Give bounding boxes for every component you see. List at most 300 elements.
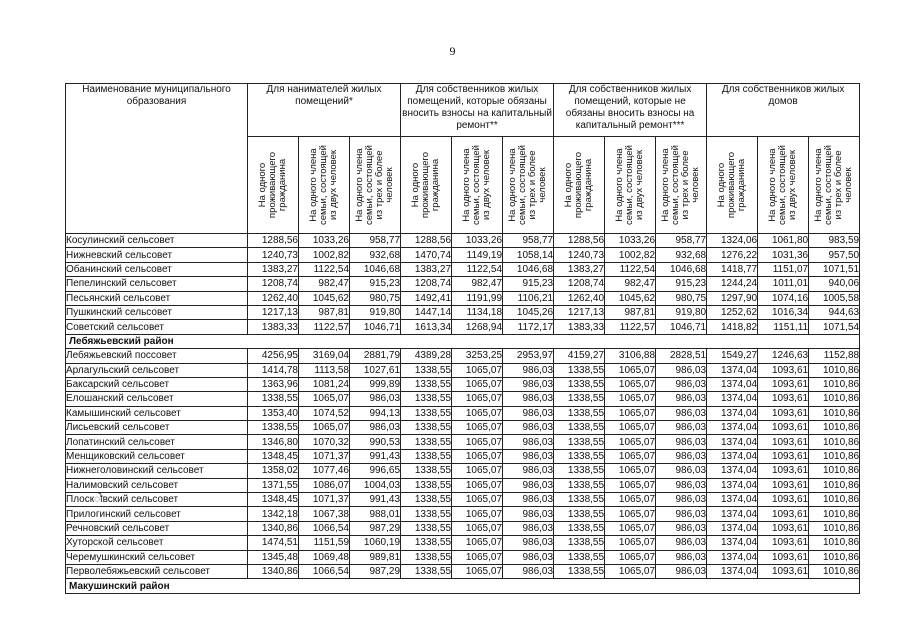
value-cell: 1338,55 [554, 406, 605, 420]
value-cell: 1374,04 [707, 435, 758, 449]
value-cell: 1172,17 [503, 320, 554, 334]
value-cell: 1065,07 [452, 521, 503, 535]
value-cell: 1338,55 [554, 536, 605, 550]
municipality-name: Менщиковский сельсовет [66, 449, 248, 463]
value-cell: 1276,22 [707, 248, 758, 262]
subcolumn-header [452, 137, 503, 234]
value-cell: 1374,04 [707, 493, 758, 507]
value-cell: 1061,80 [758, 234, 809, 248]
value-cell: 986,03 [656, 363, 707, 377]
value-cell: 986,03 [656, 421, 707, 435]
value-cell: 1338,55 [554, 449, 605, 463]
value-cell: 1065,07 [605, 478, 656, 492]
municipality-name: Косулинский сельсовет [66, 234, 248, 248]
subcolumn-header-label: На одного проживающего гражданина [563, 151, 595, 219]
table-row [66, 248, 860, 262]
subcolumn-header-label: На одного члена семьи, состоящей из трех и более человек [354, 145, 396, 225]
value-cell: 986,03 [656, 406, 707, 420]
tariff-table [65, 83, 860, 594]
value-cell: 1374,04 [707, 550, 758, 564]
value-cell: 982,47 [605, 277, 656, 291]
value-cell: 1093,61 [758, 478, 809, 492]
value-cell: 1151,11 [758, 320, 809, 334]
value-cell: 1071,37 [299, 493, 350, 507]
value-cell: 1342,18 [248, 507, 299, 521]
value-cell: 986,03 [503, 493, 554, 507]
municipality-name: Лебяжьевский поссовет [66, 349, 248, 363]
table-row [66, 406, 860, 420]
subcolumn-header [350, 137, 401, 234]
table-row [66, 550, 860, 564]
subcolumn-header-label: На одного члена семьи, состоящей из двух человек [614, 145, 646, 225]
value-cell: 986,03 [656, 550, 707, 564]
value-cell: 986,03 [656, 564, 707, 578]
value-cell: 2953,97 [503, 349, 554, 363]
value-cell: 1338,55 [401, 464, 452, 478]
value-cell: 932,68 [350, 248, 401, 262]
value-cell: 1071,51 [809, 262, 860, 276]
value-cell: 1613,34 [401, 320, 452, 334]
municipality-name: Налимовский сельсовет [66, 478, 248, 492]
value-cell: 986,03 [503, 478, 554, 492]
value-cell: 1113,58 [299, 363, 350, 377]
table-row [66, 377, 860, 391]
subcolumn-header-label: На одного члена семьи, состоящей из трех и более человек [507, 145, 549, 225]
value-cell: 1338,55 [401, 536, 452, 550]
value-cell: 987,81 [299, 305, 350, 319]
value-cell: 919,80 [350, 305, 401, 319]
value-cell: 1071,37 [299, 449, 350, 463]
value-cell: 1288,56 [554, 234, 605, 248]
subcolumn-header [299, 137, 350, 234]
district-name: Макушинский район [66, 579, 860, 593]
value-cell: 1374,04 [707, 421, 758, 435]
value-cell: 1093,61 [758, 464, 809, 478]
value-cell: 958,77 [350, 234, 401, 248]
value-cell: 1338,55 [554, 421, 605, 435]
value-cell: 944,63 [809, 305, 860, 319]
value-cell: 1338,55 [401, 507, 452, 521]
subcolumn-header [554, 137, 605, 234]
value-cell: 1374,04 [707, 406, 758, 420]
value-cell: 1338,55 [401, 521, 452, 535]
value-cell: 1074,52 [299, 406, 350, 420]
value-cell: 1077,46 [299, 464, 350, 478]
value-cell: 1065,07 [605, 536, 656, 550]
value-cell: 989,81 [350, 550, 401, 564]
value-cell: 1093,61 [758, 363, 809, 377]
value-cell: 1065,07 [452, 478, 503, 492]
value-cell: 1065,07 [605, 392, 656, 406]
value-cell: 1240,73 [554, 248, 605, 262]
value-cell: 1208,74 [248, 277, 299, 291]
value-cell: 1358,02 [248, 464, 299, 478]
municipality-name: Пушкинский сельсовет [66, 305, 248, 319]
subcolumn-header-label: На одного проживающего гражданина [257, 151, 288, 219]
value-cell: 1383,27 [554, 262, 605, 276]
subcolumn-header-label: На одного члена семьи, состоящей из трех и более человек [660, 145, 702, 225]
value-cell: 1093,61 [758, 377, 809, 391]
value-cell: 986,03 [503, 449, 554, 463]
value-cell: 1374,04 [707, 521, 758, 535]
value-cell: 1004,03 [350, 478, 401, 492]
value-cell: 986,03 [656, 377, 707, 391]
value-cell: 1010,86 [809, 421, 860, 435]
value-cell: 1065,07 [452, 377, 503, 391]
value-cell: 994,13 [350, 406, 401, 420]
value-cell: 915,23 [350, 277, 401, 291]
value-cell: 1208,74 [401, 277, 452, 291]
value-cell: 1338,55 [401, 406, 452, 420]
value-cell: 940,06 [809, 277, 860, 291]
value-cell: 958,77 [503, 234, 554, 248]
value-cell: 986,03 [503, 392, 554, 406]
value-cell: 915,23 [503, 277, 554, 291]
value-cell: 988,01 [350, 507, 401, 521]
value-cell: 3253,25 [452, 349, 503, 363]
value-cell: 1348,45 [248, 493, 299, 507]
value-cell: 1374,04 [707, 392, 758, 406]
value-cell: 991,43 [350, 493, 401, 507]
value-cell: 1474,51 [248, 536, 299, 550]
value-cell: 1338,55 [248, 392, 299, 406]
value-cell: 1244,24 [707, 277, 758, 291]
value-cell: 986,03 [503, 507, 554, 521]
value-cell: 1338,55 [554, 493, 605, 507]
value-cell: 1268,94 [452, 320, 503, 334]
value-cell: 1045,62 [605, 291, 656, 305]
table-row [66, 234, 860, 248]
value-cell: 932,68 [656, 248, 707, 262]
district-row [66, 579, 860, 593]
table-body [66, 234, 860, 594]
table-row [66, 478, 860, 492]
group-header-owners-without-repair-fee: Для собственников жилых помещений, которые не обязаны вносить взносы на капитальный ремонт*** [554, 84, 707, 137]
subcolumn-header [248, 137, 299, 234]
value-cell: 1288,56 [248, 234, 299, 248]
value-cell: 1093,61 [758, 507, 809, 521]
value-cell: 1067,38 [299, 507, 350, 521]
value-cell: 1065,07 [452, 536, 503, 550]
municipality-name: Камышинский сельсовет [66, 406, 248, 420]
value-cell: 1122,57 [605, 320, 656, 334]
value-cell: 1252,62 [707, 305, 758, 319]
value-cell: 1011,01 [758, 277, 809, 291]
value-cell: 1093,61 [758, 392, 809, 406]
value-cell: 986,03 [503, 464, 554, 478]
value-cell: 1065,07 [605, 435, 656, 449]
value-cell: 986,03 [503, 564, 554, 578]
subcolumn-header [758, 137, 809, 234]
value-cell: 1065,07 [605, 521, 656, 535]
value-cell: 986,03 [503, 521, 554, 535]
value-cell: 1060,19 [350, 536, 401, 550]
value-cell: 986,03 [656, 478, 707, 492]
municipality-name: Прилогинский сельсовет [66, 507, 248, 521]
value-cell: 958,77 [656, 234, 707, 248]
subcolumn-header-label: На одного члена семьи, состоящей из двух человек [308, 145, 339, 225]
value-cell: 1065,07 [605, 493, 656, 507]
district-row [66, 334, 860, 348]
value-cell: 1065,07 [452, 493, 503, 507]
value-cell: 986,03 [656, 464, 707, 478]
value-cell: 1065,07 [452, 421, 503, 435]
value-cell: 1093,61 [758, 521, 809, 535]
value-cell: 1348,45 [248, 449, 299, 463]
subcolumn-header [605, 137, 656, 234]
value-cell: 1065,07 [605, 406, 656, 420]
value-cell: 1122,54 [452, 262, 503, 276]
value-cell: 1383,33 [554, 320, 605, 334]
value-cell: 1383,33 [248, 320, 299, 334]
value-cell: 983,59 [809, 234, 860, 248]
value-cell: 1338,55 [554, 464, 605, 478]
value-cell: 1069,48 [299, 550, 350, 564]
value-cell: 1065,07 [452, 392, 503, 406]
value-cell: 1338,55 [554, 550, 605, 564]
value-cell: 1374,04 [707, 363, 758, 377]
value-cell: 957,50 [809, 248, 860, 262]
value-cell: 1208,74 [554, 277, 605, 291]
value-cell: 1338,55 [401, 377, 452, 391]
value-cell: 1065,07 [605, 464, 656, 478]
value-cell: 986,03 [656, 521, 707, 535]
value-cell: 1371,55 [248, 478, 299, 492]
table-row [66, 320, 860, 334]
value-cell: 1093,61 [758, 564, 809, 578]
value-cell: 1338,55 [401, 478, 452, 492]
value-cell: 986,03 [503, 435, 554, 449]
value-cell: 1338,55 [248, 421, 299, 435]
table-row [66, 291, 860, 305]
name-column-header: Наименование муниципального образования [66, 84, 248, 234]
value-cell: 1065,07 [452, 507, 503, 521]
value-cell: 1016,34 [758, 305, 809, 319]
value-cell: 1374,04 [707, 507, 758, 521]
value-cell: 986,03 [656, 435, 707, 449]
value-cell: 4256,95 [248, 349, 299, 363]
table-row [66, 507, 860, 521]
value-cell: 1492,41 [401, 291, 452, 305]
value-cell: 1338,55 [401, 550, 452, 564]
value-cell: 1340,86 [248, 564, 299, 578]
table-row [66, 536, 860, 550]
value-cell: 1010,86 [809, 493, 860, 507]
value-cell: 1338,55 [554, 507, 605, 521]
municipality-name: Елошанский сельсовет [66, 392, 248, 406]
value-cell: 1065,07 [299, 392, 350, 406]
municipality-name: Хуторской сельсовет [66, 536, 248, 550]
value-cell: 1338,55 [401, 363, 452, 377]
value-cell: 1093,61 [758, 493, 809, 507]
subcolumn-header-label: На одного члена семьи, состоящей из двух человек [461, 145, 493, 225]
value-cell: 1046,71 [350, 320, 401, 334]
group-header-house-owners: Для собственников жилых домов [707, 84, 860, 137]
page-number: 9 [449, 44, 456, 58]
value-cell: 1374,04 [707, 449, 758, 463]
value-cell: 991,43 [350, 449, 401, 463]
value-cell: 1470,74 [401, 248, 452, 262]
value-cell: 999,89 [350, 377, 401, 391]
value-cell: 1338,55 [401, 435, 452, 449]
value-cell: 3106,88 [605, 349, 656, 363]
value-cell: 1093,61 [758, 550, 809, 564]
value-cell: 986,03 [350, 392, 401, 406]
value-cell: 1010,86 [809, 464, 860, 478]
value-cell: 1338,55 [401, 421, 452, 435]
value-cell: 986,03 [656, 493, 707, 507]
value-cell: 1383,27 [401, 262, 452, 276]
value-cell: 1065,07 [605, 377, 656, 391]
subcolumn-header-label: На одного члена семьи, состоящей из двух человек [767, 145, 799, 225]
value-cell: 1065,07 [452, 406, 503, 420]
value-cell: 1086,07 [299, 478, 350, 492]
value-cell: 986,03 [503, 377, 554, 391]
subcolumn-header [656, 137, 707, 234]
municipality-name: Советский сельсовет [66, 320, 248, 334]
value-cell: 1374,04 [707, 536, 758, 550]
municipality-name: Нижнеголовинский сельсовет [66, 464, 248, 478]
value-cell: 1151,59 [299, 536, 350, 550]
value-cell: 1262,40 [248, 291, 299, 305]
value-cell: 1191,99 [452, 291, 503, 305]
value-cell: 1027,61 [350, 363, 401, 377]
value-cell: 986,03 [656, 507, 707, 521]
value-cell: 1010,86 [809, 377, 860, 391]
value-cell: 1338,55 [401, 493, 452, 507]
value-cell: 986,03 [503, 421, 554, 435]
value-cell: 3169,04 [299, 349, 350, 363]
table-row [66, 521, 860, 535]
value-cell: 990,53 [350, 435, 401, 449]
value-cell: 1338,55 [554, 521, 605, 535]
value-cell: 1065,07 [452, 550, 503, 564]
value-cell: 1374,04 [707, 464, 758, 478]
value-cell: 982,47 [299, 277, 350, 291]
municipality-name: Черемушкинский сельсовет [66, 550, 248, 564]
value-cell: 1340,86 [248, 521, 299, 535]
value-cell: 1065,07 [605, 550, 656, 564]
group-header-tenants: Для нанимателей жилых помещений* [248, 84, 401, 137]
value-cell: 1065,07 [605, 564, 656, 578]
value-cell: 1122,54 [299, 262, 350, 276]
value-cell: 1005,58 [809, 291, 860, 305]
value-cell: 1010,86 [809, 363, 860, 377]
value-cell: 987,81 [605, 305, 656, 319]
value-cell: 1324,06 [707, 234, 758, 248]
value-cell: 1288,56 [401, 234, 452, 248]
value-cell: 986,03 [656, 392, 707, 406]
subcolumn-header-label: На одного проживающего гражданина [716, 151, 748, 219]
value-cell: 1045,62 [299, 291, 350, 305]
value-cell: 1093,61 [758, 421, 809, 435]
value-cell: 1374,04 [707, 564, 758, 578]
value-cell: 1093,61 [758, 435, 809, 449]
value-cell: 2828,51 [656, 349, 707, 363]
value-cell: 986,03 [656, 449, 707, 463]
municipality-name: Арлагульский сельсовет [66, 363, 248, 377]
value-cell: 1033,26 [299, 234, 350, 248]
value-cell: 1065,07 [605, 449, 656, 463]
value-cell: 1065,07 [452, 363, 503, 377]
value-cell: 1071,54 [809, 320, 860, 334]
value-cell: 1070,32 [299, 435, 350, 449]
table-row [66, 435, 860, 449]
value-cell: 1002,82 [299, 248, 350, 262]
value-cell: 986,03 [503, 536, 554, 550]
value-cell: 1152,88 [809, 349, 860, 363]
value-cell: 1065,07 [452, 564, 503, 578]
value-cell: 1338,55 [401, 564, 452, 578]
value-cell: 1065,07 [605, 507, 656, 521]
value-cell: 1447,14 [401, 305, 452, 319]
value-cell: 1010,86 [809, 550, 860, 564]
subcolumn-header-label: На одного проживающего гражданина [410, 151, 442, 219]
value-cell: 982,47 [452, 277, 503, 291]
value-cell: 986,03 [503, 406, 554, 420]
value-cell: 986,03 [503, 363, 554, 377]
value-cell: 1046,71 [656, 320, 707, 334]
value-cell: 1031,36 [758, 248, 809, 262]
value-cell: 1066,54 [299, 564, 350, 578]
value-cell: 1246,63 [758, 349, 809, 363]
value-cell: 1122,54 [605, 262, 656, 276]
value-cell: 1065,07 [452, 435, 503, 449]
table-row [66, 493, 860, 507]
value-cell: 1045,26 [503, 305, 554, 319]
table-row [66, 305, 860, 319]
value-cell: 1010,86 [809, 564, 860, 578]
value-cell: 1065,07 [605, 363, 656, 377]
value-cell: 1151,07 [758, 262, 809, 276]
value-cell: 1240,73 [248, 248, 299, 262]
table-row [66, 392, 860, 406]
value-cell: 1383,27 [248, 262, 299, 276]
subcolumn-header [707, 137, 758, 234]
value-cell: 1010,86 [809, 449, 860, 463]
value-cell: 1065,07 [605, 421, 656, 435]
table-row [66, 564, 860, 578]
value-cell: 1346,80 [248, 435, 299, 449]
value-cell: 1074,16 [758, 291, 809, 305]
value-cell: 1338,55 [401, 392, 452, 406]
value-cell: 1217,13 [554, 305, 605, 319]
value-cell: 986,03 [656, 536, 707, 550]
subcolumn-header [401, 137, 452, 234]
value-cell: 919,80 [656, 305, 707, 319]
value-cell: 1418,77 [707, 262, 758, 276]
value-cell: 1010,86 [809, 521, 860, 535]
value-cell: 1122,57 [299, 320, 350, 334]
subcolumn-header-label: На одного члена семьи, состоящей из трех и более человек [813, 145, 855, 225]
value-cell: 1217,13 [248, 305, 299, 319]
value-cell: 1297,90 [707, 291, 758, 305]
table-row [66, 277, 860, 291]
value-cell: 1374,04 [707, 377, 758, 391]
value-cell: 1338,55 [554, 435, 605, 449]
value-cell: 1010,86 [809, 435, 860, 449]
table-header [66, 84, 860, 234]
value-cell: 1338,55 [554, 392, 605, 406]
value-cell: 2881,79 [350, 349, 401, 363]
subcolumn-header [809, 137, 860, 234]
value-cell: 1338,55 [554, 564, 605, 578]
table-row [66, 421, 860, 435]
municipality-name: Лопатинский сельсовет [66, 435, 248, 449]
value-cell: 1338,55 [554, 478, 605, 492]
group-header-owners-with-repair-fee: Для собственников жилых помещений, которые обязаны вносить взносы на капитальный ремонт** [401, 84, 554, 137]
value-cell: 1010,86 [809, 478, 860, 492]
